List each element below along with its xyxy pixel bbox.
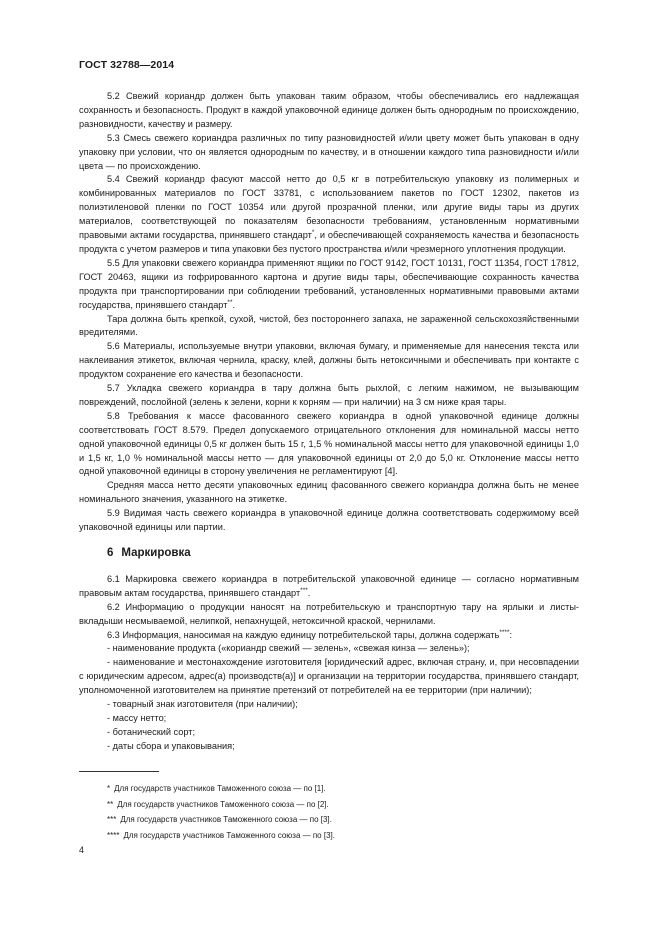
footnote-ref: **	[227, 298, 233, 306]
document-body	[79, 90, 579, 754]
list-item: - массу нетто;	[107, 712, 167, 723]
footnote-mark: *	[107, 784, 111, 793]
list-item: - даты сбора и упаковывания;	[107, 740, 235, 751]
paragraph-6-1-text-end: .	[307, 587, 311, 598]
footnote-text: Для государств участников Таможенного союза — по [1].	[114, 784, 326, 793]
footnote	[107, 781, 335, 797]
page-number: 4	[79, 845, 85, 855]
paragraph-5-8: 5.8 Требования к массе фасованного свежего кориандра в одной упаковочной единице должны соответствовать ГОСТ 8.579. Предел допускаемого отрицательного отклонения для номинальной массы нетто одной упаковочной единицы 0,5 кг должен быть 15 г, 1,5 % номинальной массы нетто для упаковочной единицы 1,0 и 1,5 кг, 1,0 % номинальной массы нетто — для упаковочной единицы от 2,0 до 5,0 кг. Отклонение массы нетто одной упаковочной единицы в сторону увеличения не регламентируют [4].	[79, 410, 579, 477]
paragraph-6-3-text: 6.3 Информация, наносимая на каждую единицу потребительской тары, должна содержать	[107, 629, 500, 640]
footnotes	[107, 781, 335, 843]
footnote-mark: ***	[107, 815, 117, 824]
list-item: - ботанический сорт;	[107, 726, 196, 737]
paragraph-5-4-text: 5.4 Свежий кориандр фасуют массой нетто до 0,5 кг в потребительскую упаковку из полимерных и комбинированных материалов по ГОСТ 33781, с использованием пакетов по ГОСТ 12302, пакетов из полиэтиленовой пленки по ГОСТ 10354 или другой прозрачной пленки, или другие виды тары из других материалов, соответствующей по показателям безопасности требованиям, установленным нормативными правовыми актами государства, принявшего стандарт	[79, 174, 579, 241]
paragraph-5-7: 5.7 Укладка свежего кориандра в тару должна быть рыхлой, с легким нажимом, не вызывающим повреждений, послойной (зелень к зелени, корни к корням — при наличии) на 3 см ниже края тары.	[79, 383, 579, 407]
paragraph-tare: Тара должна быть крепкой, сухой, чистой, без постороннего запаха, не зараженной сельскохозяйственными вредителями.	[79, 313, 579, 338]
footnote	[107, 797, 335, 813]
paragraph-5-6: 5.6 Материалы, используемые внутри упаковки, включая бумагу, и применяемые для нанесения текста или наклеивания этикеток, включая чернила, краску, клей, должны быть нетоксичными и обеспечивать при контакте с продуктом сохранение его качества и безопасности.	[79, 341, 579, 380]
paragraph-5-5	[79, 257, 579, 313]
paragraph-6-1	[79, 573, 579, 601]
paragraph-6-2: 6.2 Информацию о продукции наносят на потребительскую и транспортную тару на ярлыки и листы-вкладыши несмываемой, нелипкой, непахнущей, нетоксичной краской, чернилами.	[79, 601, 579, 626]
paragraph-5-5-text: 5.5 Для упаковки свежего кориандра применяют ящики по ГОСТ 9142, ГОСТ 10131, ГОСТ 11354, ГОСТ 17812, ГОСТ 20463, ящики из гофрированного картона и другие виды тары, обеспечивающие сохранность качества продукта при транспортировании при соблюдении требований, установленных нормативными правовыми актами государства, принявшего стандарт	[79, 257, 579, 310]
footnote-text: Для государств участников Таможенного союза — по [3].	[120, 815, 332, 824]
paragraph-5-9: 5.9 Видимая часть свежего кориандра в упаковочной единице должна соответствовать содержимому всей упаковочной единицы или партии.	[79, 508, 579, 533]
section-title: Маркировка	[121, 547, 191, 559]
footnote	[107, 812, 335, 828]
paragraph-5-4-text-end: , и обеспечивающей сохраняемость качества и безопасность продукта с учетом размеров и типа упаковки без пустого пространства и/или чрезмерного уплотнения продукции.	[79, 230, 580, 254]
footnote-mark: ****	[107, 830, 120, 840]
footnote-ref: *	[311, 229, 315, 237]
footnote-mark: **	[107, 799, 114, 809]
paragraph-6-3	[79, 629, 579, 643]
list-item: - наименование продукта («кориандр свежий — зелень», «свежая кинза — зелень»);	[107, 643, 470, 654]
section-number: 6	[107, 547, 114, 559]
paragraph-6-1-text: 6.1 Маркировка свежего кориандра в потребительской упаковочной единице — согласно нормативным правовым актам государства, принявшего стандарт	[79, 573, 579, 598]
footnote-ref: ****	[499, 628, 510, 636]
footnote-separator	[79, 771, 159, 772]
footnote-text: Для государств участников Таможенного союза — по [3].	[123, 830, 335, 840]
footnote-ref: ***	[300, 586, 308, 594]
footnote-text: Для государств участников Таможенного союза — по [2].	[117, 799, 329, 809]
paragraph-5-3: 5.3 Смесь свежего кориандра различных по типу разновидностей и/или цвету может быть упакован в одну упаковку при условии, что он является однородным по качеству, и в отношении каждого типа разновидности и/или цвета — по происхождению.	[79, 132, 579, 171]
list-item: - товарный знак изготовителя (при наличии);	[107, 699, 298, 710]
paragraph-5-4	[79, 173, 579, 256]
paragraph-5-2: 5.2 Свежий кориандр должен быть упакован таким образом, чтобы обеспечивались его надлежащая сохранность и безопасность. Продукт в каждой упаковочной единице должен быть однородным по происхождению, разновидности, качеству и размеру.	[79, 91, 579, 129]
section-heading	[107, 547, 579, 561]
paragraph-5-5-text-end: .	[232, 299, 236, 310]
paragraph-average-mass: Средняя масса нетто десяти упаковочных единиц фасованного свежего кориандра должна быть не менее номинального значения, указанного на этикетке.	[79, 480, 579, 505]
list-item: - наименование и местонахождение изготовителя [юридический адрес, включая страну, и, при несовпадении с юридическим адресом, адрес(а) производств(а)] и организации на территории государства, принявшего стандарт, уполномоченной изготовителем на принятие претензий от потребителей на ее территории (при наличии);	[79, 657, 579, 696]
document-header: ГОСТ 32788—2014	[79, 59, 175, 71]
footnote	[107, 828, 335, 844]
paragraph-6-3-text-end: :	[509, 629, 512, 640]
